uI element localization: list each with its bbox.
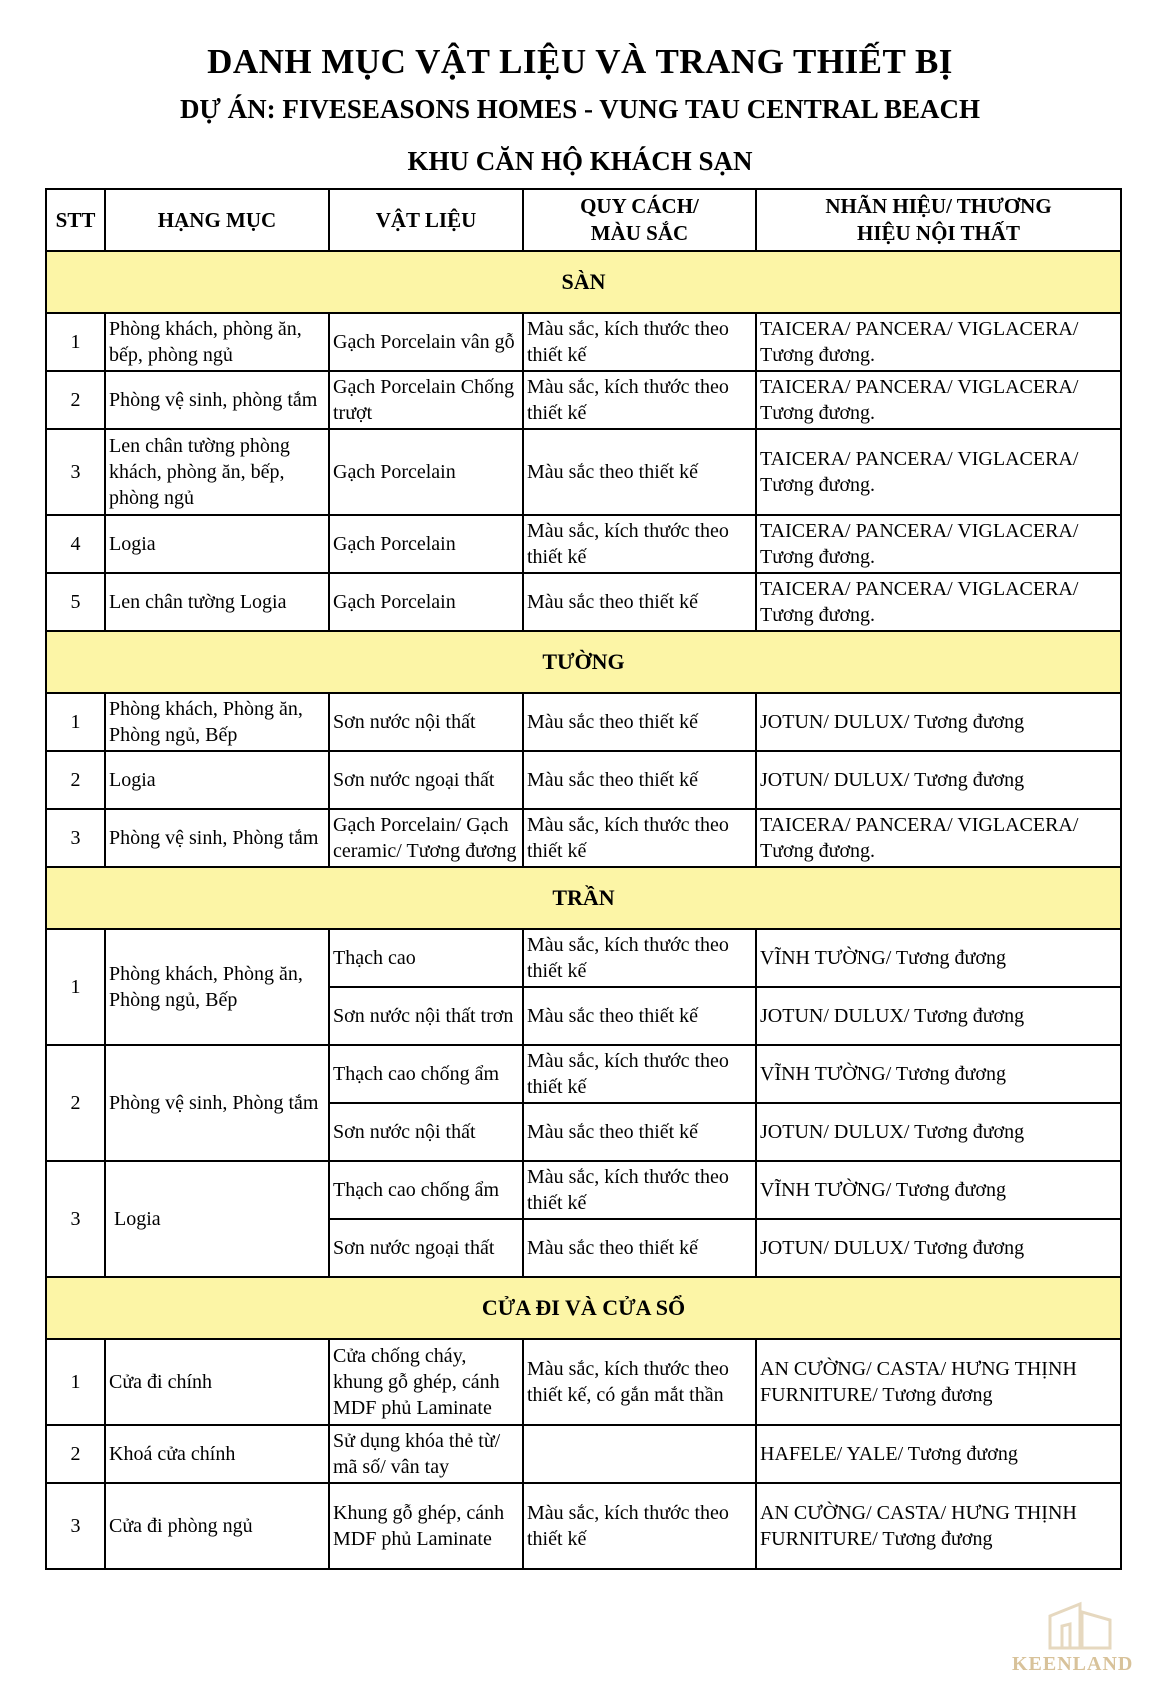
cell-stt: 2 (46, 751, 105, 809)
cell-item: Cửa đi phòng ngủ (105, 1483, 329, 1569)
cell-material: Khung gỗ ghép, cánh MDF phủ Laminate (329, 1483, 523, 1569)
cell-spec: Màu sắc, kích thước theo thiết kế (523, 313, 756, 371)
cell-brand: VĨNH TƯỜNG/ Tương đương (756, 1161, 1121, 1219)
cell-material: Sơn nước nội thất (329, 693, 523, 751)
section-title: SÀN (46, 251, 1121, 313)
table-row (46, 1483, 1121, 1569)
header-nhan-hieu-line1: NHÃN HIỆU/ THƯƠNG (825, 194, 1052, 218)
table-row (46, 515, 1121, 573)
table-row (46, 371, 1121, 429)
cell-spec: Màu sắc, kích thước theo thiết kế (523, 1161, 756, 1219)
cell-item: Phòng khách, Phòng ăn, Phòng ngủ, Bếp (105, 693, 329, 751)
cell-stt: 2 (46, 371, 105, 429)
table-header-row (46, 189, 1121, 251)
header-vat-lieu: VẬT LIỆU (329, 189, 523, 251)
cell-stt: 3 (46, 429, 105, 515)
cell-brand: VĨNH TƯỜNG/ Tương đương (756, 1045, 1121, 1103)
cell-brand: JOTUN/ DULUX/ Tương đương (756, 1103, 1121, 1161)
section-header-cua (46, 1277, 1121, 1339)
cell-spec: Màu sắc, kích thước theo thiết kế (523, 929, 756, 987)
cell-spec: Màu sắc theo thiết kế (523, 573, 756, 631)
cell-material: Gạch Porcelain/ Gạch ceramic/ Tương đương (329, 809, 523, 867)
cell-spec: Màu sắc, kích thước theo thiết kế, có gắn mắt thần (523, 1339, 756, 1425)
cell-stt: 1 (46, 929, 105, 1045)
cell-spec: Màu sắc, kích thước theo thiết kế (523, 515, 756, 573)
header-quy-cach-line1: QUY CÁCH/ (580, 194, 699, 218)
cell-spec: Màu sắc theo thiết kế (523, 1103, 756, 1161)
cell-brand: JOTUN/ DULUX/ Tương đương (756, 751, 1121, 809)
cell-item: Phòng khách, Phòng ăn, Phòng ngủ, Bếp (105, 929, 329, 1045)
section-header-tuong (46, 631, 1121, 693)
cell-material: Gạch Porcelain (329, 429, 523, 515)
section-header-tran (46, 867, 1121, 929)
cell-spec: Màu sắc theo thiết kế (523, 987, 756, 1045)
cell-brand: VĨNH TƯỜNG/ Tương đương (756, 929, 1121, 987)
cell-brand: AN CƯỜNG/ CASTA/ HƯNG THỊNH FURNITURE/ Tương đương (756, 1483, 1121, 1569)
table-row (46, 1045, 1121, 1103)
cell-material: Gạch Porcelain (329, 573, 523, 631)
cell-material: Sơn nước ngoại thất (329, 751, 523, 809)
cell-item: Phòng khách, phòng ăn, bếp, phòng ngủ (105, 313, 329, 371)
cell-spec: Màu sắc, kích thước theo thiết kế (523, 1045, 756, 1103)
cell-brand: TAICERA/ PANCERA/ VIGLACERA/ Tương đương. (756, 573, 1121, 631)
cell-stt: 1 (46, 1339, 105, 1425)
header-stt: STT (46, 189, 105, 251)
cell-material: Thạch cao chống ẩm (329, 1045, 523, 1103)
cell-stt: 1 (46, 693, 105, 751)
cell-material: Sơn nước nội thất trơn (329, 987, 523, 1045)
cell-stt: 3 (46, 1483, 105, 1569)
header-hang-muc: HẠNG MỤC (105, 189, 329, 251)
cell-item: Logia (105, 751, 329, 809)
cell-stt: 1 (46, 313, 105, 371)
cell-item: Phòng vệ sinh, Phòng tắm (105, 1045, 329, 1161)
cell-item: Khoá cửa chính (105, 1425, 329, 1483)
table-row (46, 929, 1121, 987)
table-row (46, 693, 1121, 751)
cell-brand: JOTUN/ DULUX/ Tương đương (756, 693, 1121, 751)
table-row (46, 809, 1121, 867)
cell-item: Cửa đi chính (105, 1339, 329, 1425)
table-row (46, 1425, 1121, 1483)
header-nhan-hieu (756, 189, 1121, 251)
materials-table (45, 188, 1122, 1570)
cell-spec: Màu sắc theo thiết kế (523, 693, 756, 751)
cell-brand: JOTUN/ DULUX/ Tương đương (756, 987, 1121, 1045)
cell-item: Len chân tường phòng khách, phòng ăn, bếp, phòng ngủ (105, 429, 329, 515)
cell-item: Logia (105, 1161, 329, 1277)
cell-brand: JOTUN/ DULUX/ Tương đương (756, 1219, 1121, 1277)
cell-spec: Màu sắc, kích thước theo thiết kế (523, 371, 756, 429)
cell-brand: AN CƯỜNG/ CASTA/ HƯNG THỊNH FURNITURE/ Tương đương (756, 1339, 1121, 1425)
section-subtitle: KHU CĂN HỘ KHÁCH SẠN (407, 146, 753, 176)
table-row (46, 429, 1121, 515)
table-row (46, 313, 1121, 371)
cell-stt: 3 (46, 1161, 105, 1277)
cell-material: Sơn nước ngoại thất (329, 1219, 523, 1277)
cell-brand: TAICERA/ PANCERA/ VIGLACERA/ Tương đương. (756, 371, 1121, 429)
cell-stt: 5 (46, 573, 105, 631)
document-title: DANH MỤC VẬT LIỆU VÀ TRANG THIẾT BỊ (207, 42, 953, 81)
cell-stt: 4 (46, 515, 105, 573)
section-title: TRẦN (46, 867, 1121, 929)
section-title: CỬA ĐI VÀ CỬA SỔ (46, 1277, 1121, 1339)
cell-stt: 3 (46, 809, 105, 867)
cell-item: Phòng vệ sinh, Phòng tắm (105, 809, 329, 867)
cell-material: Sơn nước nội thất (329, 1103, 523, 1161)
cell-item: Len chân tường Logia (105, 573, 329, 631)
table-row (46, 1161, 1121, 1219)
cell-material: Thạch cao (329, 929, 523, 987)
table-row (46, 751, 1121, 809)
cell-spec: Màu sắc theo thiết kế (523, 751, 756, 809)
cell-brand: TAICERA/ PANCERA/ VIGLACERA/ Tương đương. (756, 809, 1121, 867)
section-header-san (46, 251, 1121, 313)
header-quy-cach (523, 189, 756, 251)
project-name: DỰ ÁN: FIVESEASONS HOMES - VUNG TAU CENTRAL BEACH (179, 94, 981, 124)
cell-spec: Màu sắc, kích thước theo thiết kế (523, 809, 756, 867)
cell-stt: 2 (46, 1045, 105, 1161)
cell-material: Gạch Porcelain vân gỗ (329, 313, 523, 371)
cell-spec (523, 1425, 756, 1483)
cell-brand: TAICERA/ PANCERA/ VIGLACERA/ Tương đương. (756, 515, 1121, 573)
cell-material: Thạch cao chống ẩm (329, 1161, 523, 1219)
cell-item: Phòng vệ sinh, phòng tắm (105, 371, 329, 429)
cell-brand: TAICERA/ PANCERA/ VIGLACERA/ Tương đương. (756, 313, 1121, 371)
header-nhan-hieu-line2: HIỆU NỘI THẤT (857, 221, 1020, 245)
header-quy-cach-line2: MÀU SẮC (590, 221, 689, 245)
cell-material: Cửa chống cháy, khung gỗ ghép, cánh MDF phủ Laminate (329, 1339, 523, 1425)
cell-item: Logia (105, 515, 329, 573)
watermark-text: KEENLAND (1012, 1653, 1134, 1675)
cell-brand: TAICERA/ PANCERA/ VIGLACERA/ Tương đương. (756, 429, 1121, 515)
cell-material: Gạch Porcelain Chống trượt (329, 371, 523, 429)
table-row (46, 573, 1121, 631)
section-title: TƯỜNG (46, 631, 1121, 693)
cell-spec: Màu sắc theo thiết kế (523, 1219, 756, 1277)
cell-spec: Màu sắc theo thiết kế (523, 429, 756, 515)
cell-stt: 2 (46, 1425, 105, 1483)
table-row (46, 1339, 1121, 1425)
cell-material: Gạch Porcelain (329, 515, 523, 573)
cell-brand: HAFELE/ YALE/ Tương đương (756, 1425, 1121, 1483)
cell-material: Sử dụng khóa thẻ từ/ mã số/ vân tay (329, 1425, 523, 1483)
cell-spec: Màu sắc, kích thước theo thiết kế (523, 1483, 756, 1569)
